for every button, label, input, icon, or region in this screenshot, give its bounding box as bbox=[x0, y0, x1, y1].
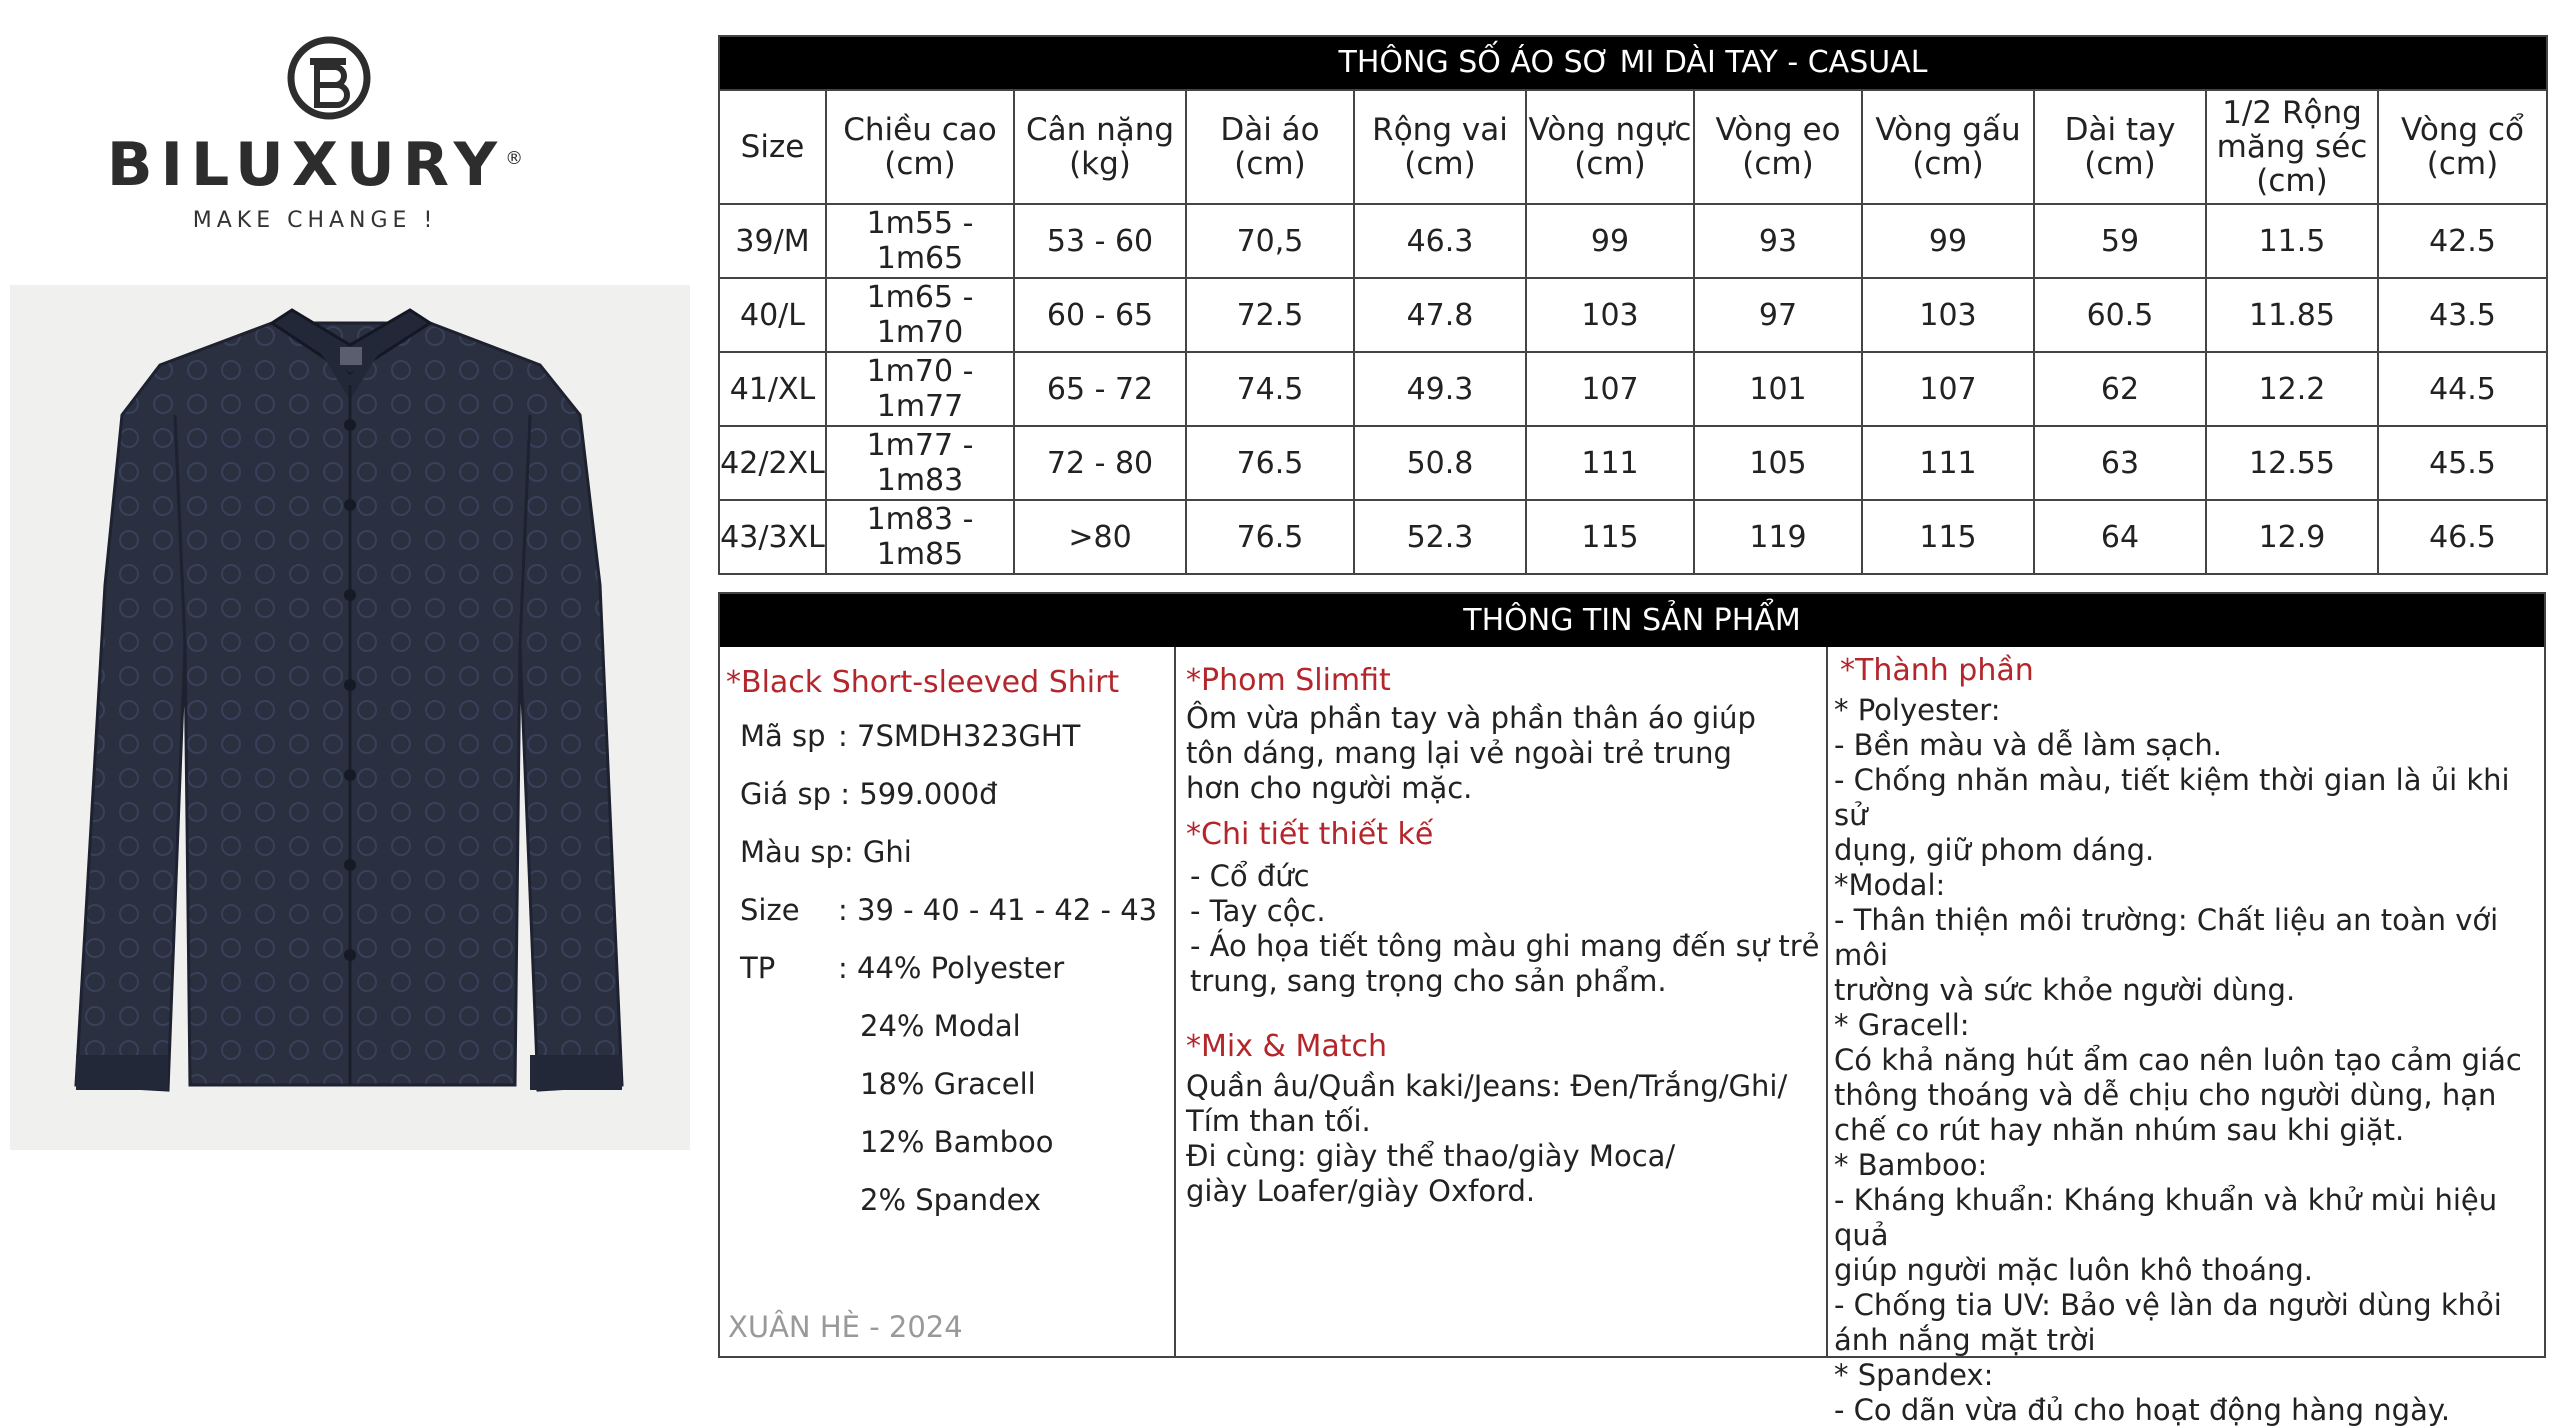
table-cell: 119 bbox=[1694, 500, 1862, 574]
mix-heading: *Mix & Match bbox=[1186, 1029, 1387, 1064]
table-cell: 43.5 bbox=[2378, 278, 2547, 352]
table-cell: 42.5 bbox=[2378, 204, 2547, 278]
table-cell: 12.2 bbox=[2206, 352, 2378, 426]
table-cell: 1m83 - 1m85 bbox=[826, 500, 1014, 574]
table-cell: 46.3 bbox=[1354, 204, 1526, 278]
text-line: chế co rút hay nhăn nhúm sau khi giặt. bbox=[1834, 1113, 2405, 1147]
table-cell: 107 bbox=[1526, 352, 1694, 426]
table-cell: 1m77 - 1m83 bbox=[826, 426, 1014, 500]
fit-heading: *Phom Slimfit bbox=[1186, 663, 1391, 698]
table-cell: 1m70 - 1m77 bbox=[826, 352, 1014, 426]
text-line: - Bền màu và dễ làm sạch. bbox=[1834, 728, 2222, 762]
text-line: giúp người mặc luôn khô thoáng. bbox=[1834, 1253, 2314, 1287]
table-cell: 99 bbox=[1862, 204, 2034, 278]
table-cell: 103 bbox=[1526, 278, 1694, 352]
header-shoulder: Rộng vai (cm) bbox=[1354, 90, 1526, 204]
table-cell: 52.3 bbox=[1354, 500, 1526, 574]
table-cell: 45.5 bbox=[2378, 426, 2547, 500]
season-label: XUÂN HÈ - 2024 bbox=[728, 1310, 963, 1344]
color-text: Màu sp: Ghi bbox=[740, 835, 912, 869]
table-cell: 64 bbox=[2034, 500, 2206, 574]
text-line: trường và sức khỏe người dùng. bbox=[1834, 973, 2296, 1007]
table-cell: 60 - 65 bbox=[1014, 278, 1186, 352]
table-cell: 53 - 60 bbox=[1014, 204, 1186, 278]
text-line: - Co dãn vừa đủ cho hoạt động hàng ngày. bbox=[1834, 1393, 2451, 1427]
text-line: * Spandex: bbox=[1834, 1358, 1994, 1392]
size-chart bbox=[718, 35, 2546, 575]
tp-value: : 44% Polyester bbox=[838, 951, 1065, 985]
table-cell: >80 bbox=[1014, 500, 1186, 574]
product-heading: *Black Short-sleeved Shirt bbox=[726, 665, 1120, 700]
table-cell: 60.5 bbox=[2034, 278, 2206, 352]
table-row bbox=[719, 204, 2547, 278]
text-line: trung, sang trọng cho sản phẩm. bbox=[1190, 964, 1667, 998]
table-cell: 72.5 bbox=[1186, 278, 1354, 352]
material-item: 24% Modal bbox=[860, 1009, 1021, 1043]
text-line: Có khả năng hút ẩm cao nên luôn tạo cảm giác bbox=[1834, 1043, 2522, 1077]
text-line: giày Loafer/giày Oxford. bbox=[1186, 1174, 1536, 1208]
text-line: - Chống nhăn màu, tiết kiệm thời gian là ủi khi sử bbox=[1834, 763, 2510, 832]
table-cell: 115 bbox=[1862, 500, 2034, 574]
table-cell: 47.8 bbox=[1354, 278, 1526, 352]
table-cell: 42/2XL bbox=[719, 426, 826, 500]
size-value: : 39 - 40 - 41 - 42 - 43 bbox=[838, 893, 1158, 927]
brand-b-icon bbox=[287, 36, 371, 120]
fit-description bbox=[1186, 701, 1756, 806]
code-value: : 7SMDH323GHT bbox=[838, 719, 1081, 753]
text-line: * Gracell: bbox=[1834, 1008, 1970, 1042]
table-cell: 63 bbox=[2034, 426, 2206, 500]
material-column bbox=[1828, 647, 2544, 1427]
table-cell: 74.5 bbox=[1186, 352, 1354, 426]
product-info-panel bbox=[718, 592, 2546, 1427]
text-line: * Polyester: bbox=[1834, 693, 2001, 727]
text-line: - Tay cộc. bbox=[1190, 894, 1326, 928]
table-cell: 44.5 bbox=[2378, 352, 2547, 426]
table-cell: 97 bbox=[1694, 278, 1862, 352]
table-cell: 1m65 - 1m70 bbox=[826, 278, 1014, 352]
product-info-title: THÔNG TIN SẢN PHẨM bbox=[720, 594, 2544, 647]
table-row bbox=[719, 278, 2547, 352]
table-cell: 43/3XL bbox=[719, 500, 826, 574]
table-cell: 99 bbox=[1526, 204, 1694, 278]
price-text: Giá sp : 599.000đ bbox=[740, 777, 998, 811]
table-cell: 101 bbox=[1694, 352, 1862, 426]
text-line: * Bamboo: bbox=[1834, 1148, 1988, 1182]
text-line: Tím than tối. bbox=[1186, 1104, 1371, 1138]
brand-name: BILUXURY® bbox=[106, 130, 524, 200]
header-size: Size bbox=[719, 90, 826, 204]
table-cell: 12.55 bbox=[2206, 426, 2378, 500]
detail-description bbox=[1190, 859, 1819, 999]
header-waist: Vòng eo (cm) bbox=[1694, 90, 1862, 204]
text-line: - Thân thiện môi trường: Chất liệu an toàn với môi bbox=[1834, 903, 2499, 972]
mix-description bbox=[1186, 1069, 1787, 1209]
table-cell: 103 bbox=[1862, 278, 2034, 352]
table-cell: 111 bbox=[1862, 426, 2034, 500]
table-row bbox=[719, 500, 2547, 574]
text-line: tôn dáng, mang lại vẻ ngoài trẻ trung bbox=[1186, 736, 1732, 770]
table-cell: 12.9 bbox=[2206, 500, 2378, 574]
table-row bbox=[719, 426, 2547, 500]
text-line: - Kháng khuẩn: Kháng khuẩn và khử mùi hiệu quả bbox=[1834, 1183, 2498, 1252]
size-chart-title: THÔNG SỐ ÁO SƠ MI DÀI TAY - CASUAL bbox=[719, 36, 2547, 90]
table-cell: 72 - 80 bbox=[1014, 426, 1186, 500]
table-cell: 49.3 bbox=[1354, 352, 1526, 426]
table-cell: 46.5 bbox=[2378, 500, 2547, 574]
table-cell: 76.5 bbox=[1186, 426, 1354, 500]
header-cuff: 1/2 Rộng măng séc (cm) bbox=[2206, 90, 2378, 204]
code-label: Mã sp bbox=[740, 719, 826, 753]
shirt-illustration bbox=[10, 285, 690, 1150]
text-line: - Cổ đức bbox=[1190, 859, 1310, 893]
table-cell: 40/L bbox=[719, 278, 826, 352]
product-design-column bbox=[1176, 647, 1828, 1356]
table-cell: 11.5 bbox=[2206, 204, 2378, 278]
text-line: - Chống tia UV: Bảo vệ làn da người dùng khỏi bbox=[1834, 1288, 2502, 1322]
table-cell: 62 bbox=[2034, 352, 2206, 426]
header-hem: Vòng gấu (cm) bbox=[1862, 90, 2034, 204]
text-line: *Modal: bbox=[1834, 868, 1946, 902]
text-line: Ôm vừa phần tay và phần thân áo giúp bbox=[1186, 701, 1756, 735]
text-line: Quần âu/Quần kaki/Jeans: Đen/Trắng/Ghi/ bbox=[1186, 1069, 1788, 1103]
text-line: hơn cho người mặc. bbox=[1186, 771, 1473, 805]
material-description bbox=[1834, 693, 2544, 1428]
text-line: - Áo họa tiết tông màu ghi mang đến sự trẻ bbox=[1190, 929, 1820, 963]
tp-label: TP bbox=[740, 951, 776, 985]
table-cell: 50.8 bbox=[1354, 426, 1526, 500]
header-height: Chiều cao (cm) bbox=[826, 90, 1014, 204]
table-cell: 111 bbox=[1526, 426, 1694, 500]
text-line: thông thoáng và dễ chịu cho người dùng, hạn bbox=[1834, 1078, 2497, 1112]
table-cell: 65 - 72 bbox=[1014, 352, 1186, 426]
table-cell: 59 bbox=[2034, 204, 2206, 278]
detail-heading: *Chi tiết thiết kế bbox=[1186, 817, 1434, 852]
size-chart-header-row bbox=[719, 90, 2547, 204]
table-cell: 11.85 bbox=[2206, 278, 2378, 352]
material-item: 12% Bamboo bbox=[860, 1125, 1054, 1159]
table-cell: 115 bbox=[1526, 500, 1694, 574]
table-cell: 93 bbox=[1694, 204, 1862, 278]
text-line: Đi cùng: giày thể thao/giày Moca/ bbox=[1186, 1139, 1676, 1173]
table-cell: 39/M bbox=[719, 204, 826, 278]
header-neck: Vòng cổ (cm) bbox=[2378, 90, 2547, 204]
header-weight: Cân nặng (kg) bbox=[1014, 90, 1186, 204]
table-cell: 1m55 - 1m65 bbox=[826, 204, 1014, 278]
table-cell: 107 bbox=[1862, 352, 2034, 426]
header-chest: Vòng ngực (cm) bbox=[1526, 90, 1694, 204]
brand-slogan: MAKE CHANGE ! bbox=[192, 208, 438, 233]
table-row bbox=[719, 352, 2547, 426]
text-line: dụng, giữ phom dáng. bbox=[1834, 833, 2155, 867]
table-cell: 76.5 bbox=[1186, 500, 1354, 574]
header-sleeve: Dài tay (cm) bbox=[2034, 90, 2206, 204]
material-heading: *Thành phần bbox=[1840, 653, 2034, 688]
material-item: 18% Gracell bbox=[860, 1067, 1036, 1101]
product-summary-column bbox=[720, 647, 1176, 1356]
material-item: 2% Spandex bbox=[860, 1183, 1042, 1217]
header-length: Dài áo (cm) bbox=[1186, 90, 1354, 204]
table-cell: 70,5 bbox=[1186, 204, 1354, 278]
registered-mark: ® bbox=[505, 148, 524, 169]
table-cell: 41/XL bbox=[719, 352, 826, 426]
brand-logo bbox=[80, 30, 550, 250]
text-line: ánh nắng mặt trời bbox=[1834, 1323, 2096, 1357]
table-cell: 105 bbox=[1694, 426, 1862, 500]
size-label: Size bbox=[740, 893, 800, 927]
product-photo bbox=[10, 285, 690, 1150]
